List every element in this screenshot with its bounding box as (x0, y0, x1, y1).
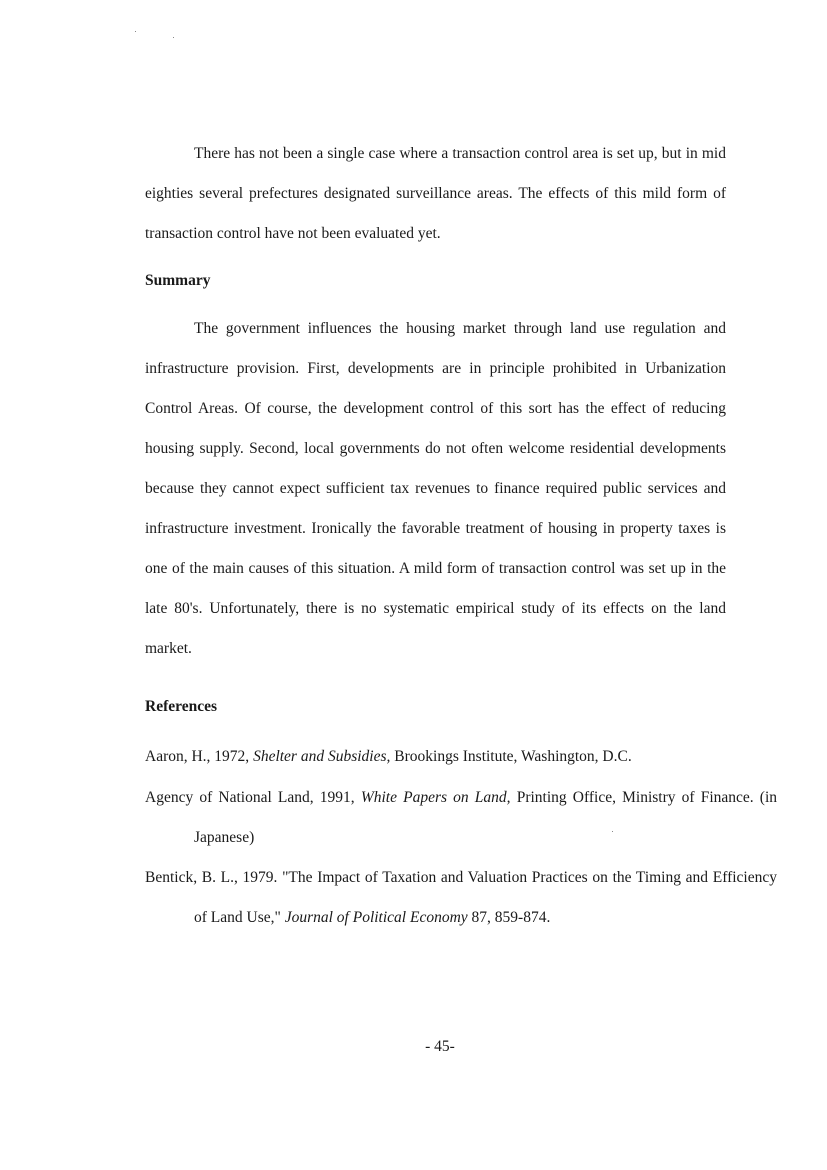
summary-paragraph: The government influences the housing market through land use regulation and infrastructure provision. First, developments are in principle prohibited in Urbanization Control Areas. Of course, the development control of this sort has the effect of reducing housing supply. Second, local governments do not often welcome residential developments because they cannot expect sufficient tax revenues to finance required public services and infrastructure investment. Ironically the favorable treatment of housing in property taxes is one of the main causes of this situation. A mild form of transaction control was set up in the late 80's. Unfortunately, there is no systematic empirical study of its effects on the land market. (145, 320, 726, 657)
reference-item (145, 858, 777, 938)
references-heading: References (145, 698, 218, 715)
reference-item (145, 778, 777, 858)
reference-authors: Aaron, H., 1972, (145, 748, 254, 765)
reference-authors: Agency of National Land, 1991, (145, 789, 361, 806)
reference-publisher: 87, 859-874. (467, 909, 551, 926)
reference-title: White Papers on Land, (360, 789, 511, 806)
page-number: - 45- (425, 1038, 455, 1055)
reference-title: Journal of Political Economy (284, 909, 468, 926)
reference-authors: Bentick, B. L., 1979. "The Impact of Taxation and Valuation Practices on the Timing and Efficiency of Land Use," (145, 869, 777, 926)
reference-item (145, 737, 777, 777)
reference-publisher: Printing Office, Ministry of Finance. (in Japanese) (194, 789, 778, 846)
intro-paragraph: There has not been a single case where a transaction control area is set up, but in mid eighties several prefectures designated surveillance areas. The effects of this mild form of transaction control have not been evaluated yet. (145, 145, 726, 242)
reference-title: Shelter and Subsidies, (253, 748, 391, 765)
reference-publisher: Brookings Institute, Washington, D.C. (390, 748, 632, 765)
summary-heading: Summary (145, 272, 211, 289)
scan-speck (173, 37, 174, 38)
scan-speck (135, 31, 136, 32)
